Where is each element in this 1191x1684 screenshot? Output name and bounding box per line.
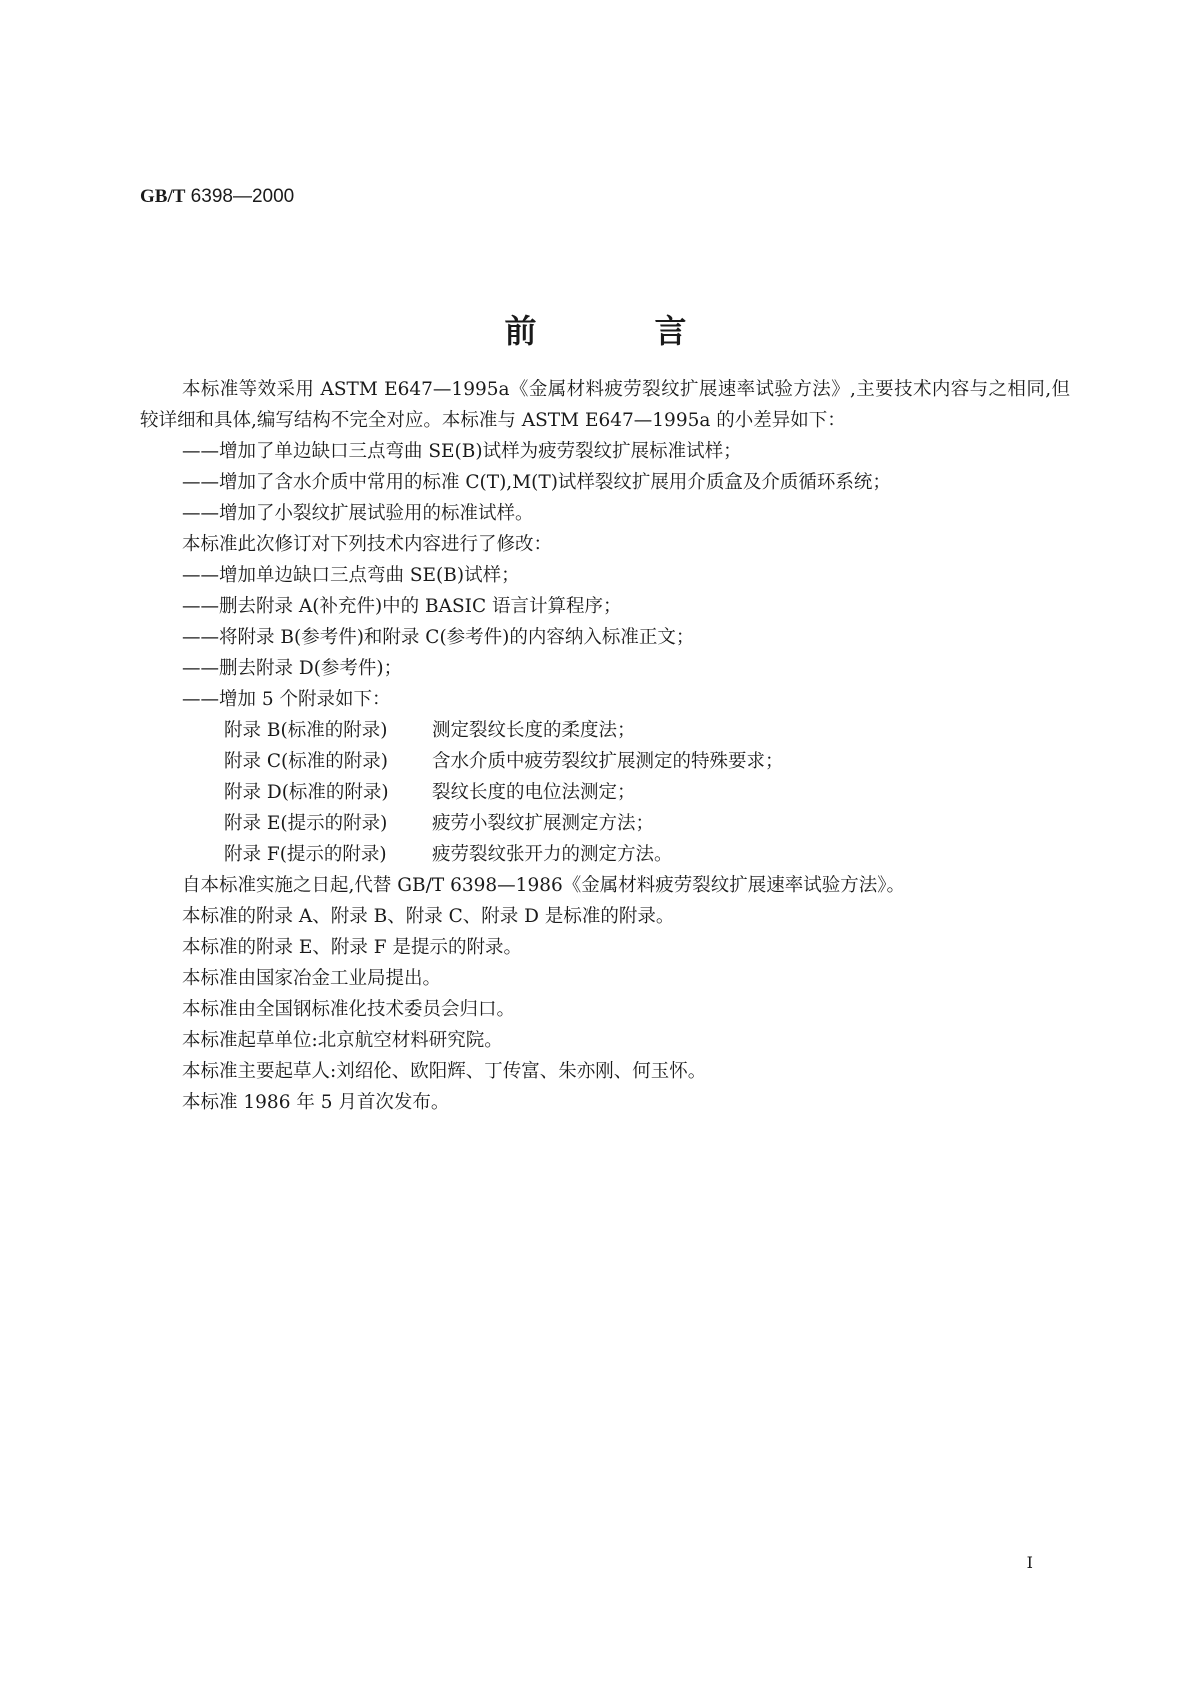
standard-code-prefix: GB/T xyxy=(140,186,186,207)
appendix-key: 附录 C(标准的附录) xyxy=(224,751,388,772)
revision-intro: 本标准此次修订对下列技术内容进行了修改： xyxy=(182,534,553,555)
list-item: ——删去附录 A(补充件)中的 BASIC 语言计算程序； xyxy=(182,596,622,617)
intro-paragraph: 本标准等效采用 ASTM E647—1995a《金属材料疲劳裂纹扩展速率试验方法》,主要技术内容与之相同,但较详细和具体,编写结构不完全对应。本标准与 ASTM E647—1995a 的小差异如下： xyxy=(140,379,1070,431)
appendix-desc: 含水介质中疲劳裂纹扩展测定的特殊要求； xyxy=(432,751,784,772)
page-title xyxy=(0,306,1191,352)
list-item: ——增加了含水介质中常用的标准 C(T),M(T)试样裂纹扩展用介质盒及介质循环系统； xyxy=(182,472,891,493)
page-title-char-2: 言 xyxy=(654,312,687,350)
list-item: ——将附录 B(参考件)和附录 C(参考件)的内容纳入标准正文； xyxy=(182,627,695,648)
appendix-row xyxy=(140,839,1070,870)
page-number: I xyxy=(1026,1553,1033,1572)
appendix-row xyxy=(140,715,1070,746)
list-item: ——增加了小裂纹扩展试验用的标准试样。 xyxy=(182,503,534,524)
closing-line: 本标准的附录 E、附录 F 是提示的附录。 xyxy=(182,937,522,958)
appendix-key: 附录 E(提示的附录) xyxy=(224,813,388,834)
closing-line: 本标准由国家冶金工业局提出。 xyxy=(182,968,442,989)
list-item: ——增加单边缺口三点弯曲 SE(B)试样； xyxy=(182,565,520,586)
appendix-key: 附录 D(标准的附录) xyxy=(224,782,389,803)
list-item: ——增加 5 个附录如下： xyxy=(182,689,391,710)
appendix-key: 附录 F(提示的附录) xyxy=(224,844,387,865)
appendix-desc: 疲劳裂纹张开力的测定方法。 xyxy=(432,844,673,865)
closing-line: 本标准的附录 A、附录 B、附录 C、附录 D 是标准的附录。 xyxy=(182,906,675,927)
appendix-row xyxy=(140,808,1070,839)
closing-line: 本标准主要起草人:刘绍伦、欧阳辉、丁传富、朱亦刚、何玉怀。 xyxy=(182,1061,707,1082)
list-item: ——增加了单边缺口三点弯曲 SE(B)试样为疲劳裂纹扩展标准试样； xyxy=(182,441,742,462)
standard-code xyxy=(140,186,294,208)
closing-line: 自本标准实施之日起,代替 GB/T 6398—1986《金属材料疲劳裂纹扩展速率试验方法》。 xyxy=(182,875,906,896)
appendix-desc: 裂纹长度的电位法测定； xyxy=(432,782,636,803)
page-title-char-1: 前 xyxy=(504,312,537,350)
list-item: ——删去附录 D(参考件)； xyxy=(182,658,403,679)
appendix-row xyxy=(140,777,1070,808)
appendix-row xyxy=(140,746,1070,777)
standard-code-number: 6398—2000 xyxy=(185,186,295,207)
closing-line: 本标准起草单位:北京航空材料研究院。 xyxy=(182,1030,503,1051)
foreword-body xyxy=(140,374,1070,1118)
appendix-desc: 疲劳小裂纹扩展测定方法； xyxy=(432,813,655,834)
closing-line: 本标准由全国钢标准化技术委员会归口。 xyxy=(182,999,516,1020)
appendix-desc: 测定裂纹长度的柔度法； xyxy=(432,720,636,741)
closing-line: 本标准 1986 年 5 月首次发布。 xyxy=(182,1092,450,1113)
appendix-key: 附录 B(标准的附录) xyxy=(224,720,388,741)
